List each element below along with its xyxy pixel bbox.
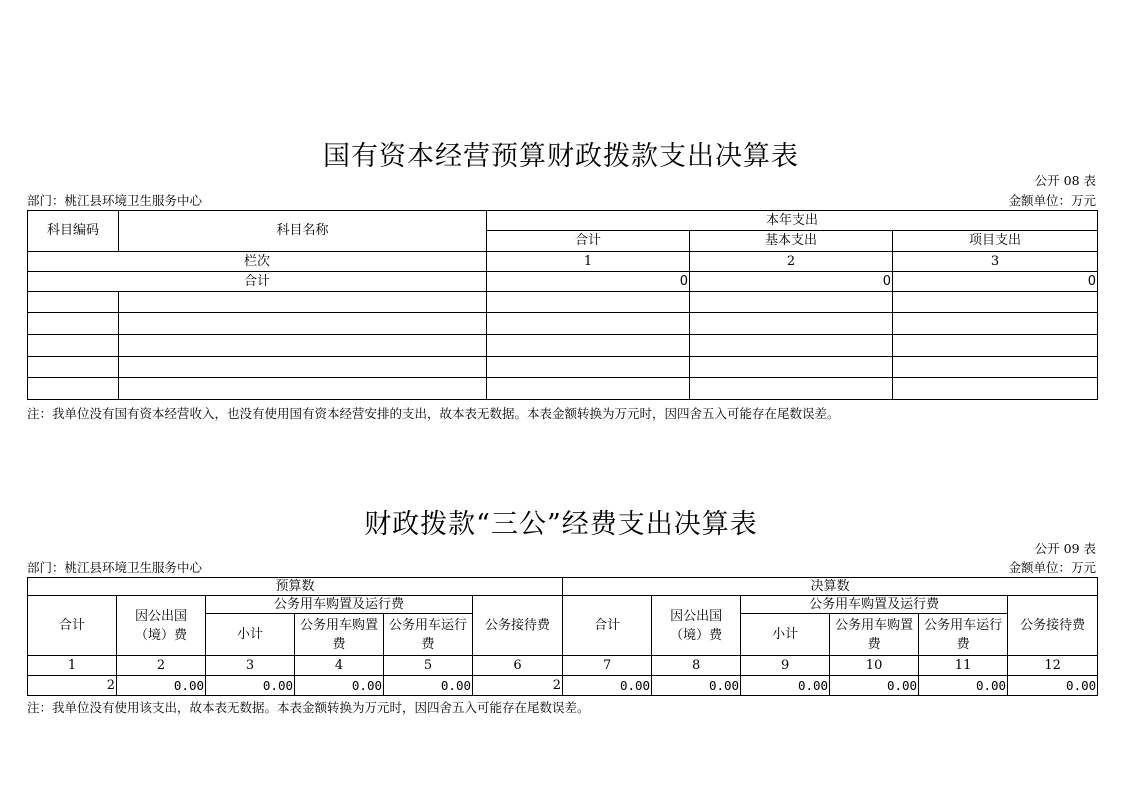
table2-title: 财政拨款“三公”经费支出决算表 [364,509,758,540]
header-subtotal: 小计 [741,614,830,656]
header-final: 决算数 [563,578,1098,596]
total-value: 0 [690,272,893,292]
total-value: 0 [487,272,690,292]
header-current-year: 本年支出 [487,211,1098,231]
empty-row [28,335,1098,357]
index-cell: 2 [117,656,206,676]
table2-department: 部门：桃江县环境卫生服务中心 [27,560,203,575]
index-cell: 4 [295,656,384,676]
table2-form-no: 公开 09 表 [1034,541,1096,556]
empty-row [28,313,1098,335]
data-cell: 0.00 [384,676,473,696]
header-car: 公务用车购置及运行费 [206,596,473,614]
index-cell: 8 [652,656,741,676]
data-cell: 0.00 [206,676,295,696]
header-total: 合计 [487,231,690,252]
index-row [28,656,1098,676]
data-cell: 2 [473,676,563,696]
data-cell: 0.00 [830,676,919,696]
data-cell: 0.00 [652,676,741,696]
empty-row [28,357,1098,378]
data-row [28,676,1098,696]
table1-unit: 金额单位：万元 [1008,193,1096,208]
header-car-run: 公务用车运行费 [919,614,1008,656]
index-cell: 6 [473,656,563,676]
data-cell: 0.00 [1008,676,1098,696]
table1-title: 国有资本经营预算财政拨款支出决算表 [323,141,799,172]
index-cell: 11 [919,656,1008,676]
empty-row [28,378,1098,400]
header-basic: 基本支出 [690,231,893,252]
index-cell: 2 [690,252,893,272]
table2-note: 注：我单位没有使用该支出，故本表无数据。本表金额转换为万元时，因四舍五入可能存在尾数误差。 [27,700,590,715]
header-name: 科目名称 [119,211,487,252]
table1-form-no: 公开 08 表 [1034,173,1096,188]
header-total: 合计 [28,596,117,656]
data-cell: 0.00 [117,676,206,696]
table2 [27,577,1098,696]
index-cell: 1 [487,252,690,272]
header-budget: 预算数 [28,578,563,596]
empty-row [28,292,1098,313]
total-label: 合计 [28,272,487,292]
data-cell: 0.00 [741,676,830,696]
total-value: 0 [893,272,1098,292]
header-car-purchase: 公务用车购置费 [295,614,384,656]
header-reception: 公务接待费 [473,596,563,656]
index-row [28,252,1098,272]
index-cell: 10 [830,656,919,676]
index-label: 栏次 [28,252,487,272]
header-car: 公务用车购置及运行费 [741,596,1008,614]
header-car-run: 公务用车运行费 [384,614,473,656]
header-abroad: 因公出国（境）费 [117,596,206,656]
table1-note: 注：我单位没有国有资本经营收入，也没有使用国有资本经营安排的支出，故本表无数据。本表金额转换为万元时，因四舍五入可能存在尾数误差。 [27,406,840,421]
index-cell: 7 [563,656,652,676]
total-row [28,272,1098,292]
table1-department: 部门：桃江县环境卫生服务中心 [27,193,203,208]
table2-unit: 金额单位：万元 [1008,560,1096,575]
index-cell: 3 [206,656,295,676]
header-total: 合计 [563,596,652,656]
data-cell: 0.00 [295,676,384,696]
data-cell: 2 [28,676,117,696]
index-cell: 9 [741,656,830,676]
index-cell: 5 [384,656,473,676]
header-car-purchase: 公务用车购置费 [830,614,919,656]
index-cell: 1 [28,656,117,676]
header-subtotal: 小计 [206,614,295,656]
header-project: 项目支出 [893,231,1098,252]
data-cell: 0.00 [919,676,1008,696]
index-cell: 3 [893,252,1098,272]
header-abroad: 因公出国（境）费 [652,596,741,656]
index-cell: 12 [1008,656,1098,676]
table1 [27,210,1098,400]
data-cell: 0.00 [563,676,652,696]
header-reception: 公务接待费 [1008,596,1098,656]
header-code: 科目编码 [28,211,119,252]
